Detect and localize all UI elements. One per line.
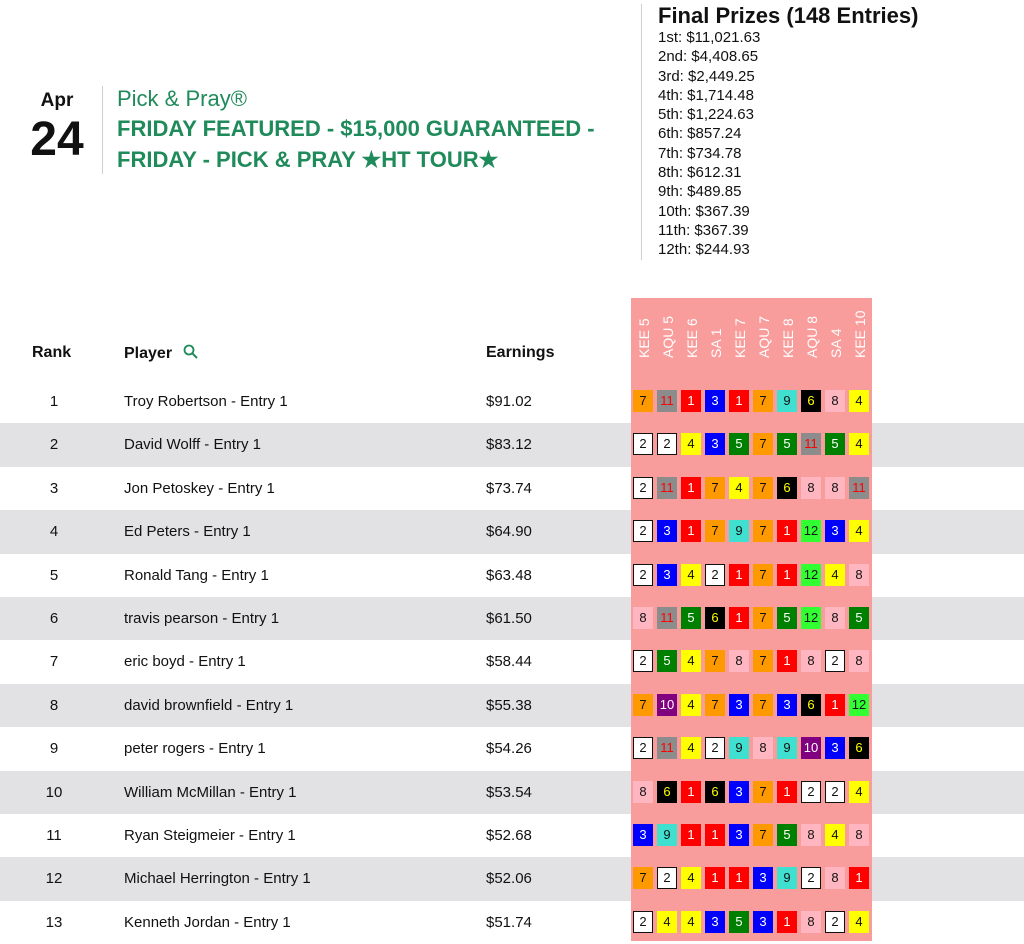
date-month: Apr bbox=[40, 90, 74, 111]
rank-cell: 2 bbox=[49, 436, 59, 454]
pick-badge: 3 bbox=[825, 737, 845, 759]
player-column-header[interactable] bbox=[124, 344, 198, 364]
pick-badge: 7 bbox=[705, 650, 725, 672]
pick-badge: 2 bbox=[633, 433, 653, 455]
player-name-link[interactable]: Kenneth Jordan - Entry 1 bbox=[124, 913, 291, 931]
pick-badge: 4 bbox=[681, 737, 701, 759]
pick-badge: 12 bbox=[801, 564, 821, 586]
pick-badge: 7 bbox=[753, 520, 773, 542]
race-header bbox=[633, 302, 655, 374]
pick-badge: 3 bbox=[705, 433, 725, 455]
player-name-link[interactable]: david brownfield - Entry 1 bbox=[124, 696, 294, 714]
pick-badge: 2 bbox=[801, 867, 821, 889]
pick-badge: 1 bbox=[681, 477, 701, 499]
pick-badge: 12 bbox=[801, 520, 821, 542]
prize-item: 3rd: $2,449.25 bbox=[658, 67, 755, 85]
pick-badge: 2 bbox=[705, 564, 725, 586]
pick-badge: 4 bbox=[849, 911, 869, 933]
race-header-label: KEE 6 bbox=[684, 318, 700, 358]
prize-item: 6th: $857.24 bbox=[658, 125, 742, 143]
race-header-label: AQU 7 bbox=[756, 315, 772, 358]
prize-item: 1st: $11,021.63 bbox=[658, 29, 761, 46]
race-header-label: SA 4 bbox=[828, 328, 844, 358]
earnings-cell: $91.02 bbox=[486, 393, 532, 410]
pick-badge: 3 bbox=[729, 781, 749, 803]
pick-badge: 9 bbox=[729, 737, 749, 759]
race-header-label: KEE 7 bbox=[732, 318, 748, 358]
pick-badge: 5 bbox=[777, 433, 797, 455]
prizes-title: Final Prizes (148 Entries) bbox=[658, 3, 919, 28]
earnings-cell: $58.44 bbox=[486, 653, 532, 671]
pick-badge: 11 bbox=[657, 737, 677, 759]
pick-badge: 12 bbox=[801, 607, 821, 629]
race-header bbox=[705, 302, 727, 374]
earnings-cell: $51.74 bbox=[486, 913, 532, 931]
pick-badge: 7 bbox=[705, 694, 725, 716]
pick-badge: 6 bbox=[657, 781, 677, 803]
pick-badge: 1 bbox=[705, 824, 725, 846]
pick-badge: 1 bbox=[777, 911, 797, 933]
pick-badge: 8 bbox=[825, 607, 845, 629]
rank-cell: 12 bbox=[45, 870, 63, 888]
pick-badge: 4 bbox=[729, 477, 749, 499]
pick-badge: 5 bbox=[657, 650, 677, 672]
pick-badge: 9 bbox=[729, 520, 749, 542]
pick-badge: 5 bbox=[849, 607, 869, 629]
pick-badge: 3 bbox=[729, 824, 749, 846]
pick-badge: 8 bbox=[633, 781, 653, 803]
race-header-label: AQU 5 bbox=[660, 315, 676, 358]
pick-badge: 4 bbox=[825, 824, 845, 846]
pick-badge: 11 bbox=[657, 477, 677, 499]
race-header bbox=[681, 302, 703, 374]
prize-item: 7th: $734.78 bbox=[658, 144, 742, 162]
pick-badge: 5 bbox=[729, 911, 749, 933]
earnings-cell: $61.50 bbox=[486, 610, 532, 627]
pick-badge: 7 bbox=[753, 607, 773, 629]
pick-badge: 8 bbox=[729, 650, 749, 672]
player-name-link[interactable]: Ed Peters - Entry 1 bbox=[124, 523, 251, 541]
pick-badge: 2 bbox=[633, 564, 653, 586]
player-name-link[interactable]: travis pearson - Entry 1 bbox=[124, 610, 280, 627]
player-name-link[interactable]: Ronald Tang - Entry 1 bbox=[124, 566, 269, 584]
pick-badge: 3 bbox=[633, 824, 653, 846]
prizes-list bbox=[658, 28, 760, 260]
race-header-label: SA 1 bbox=[708, 328, 724, 358]
pick-badge: 1 bbox=[729, 390, 749, 412]
pick-badge: 1 bbox=[729, 607, 749, 629]
pick-badge: 9 bbox=[657, 824, 677, 846]
earnings-cell: $83.12 bbox=[486, 436, 532, 454]
pick-badge: 2 bbox=[825, 781, 845, 803]
pick-badge: 5 bbox=[825, 433, 845, 455]
pick-badge: 8 bbox=[801, 911, 821, 933]
pick-badge: 7 bbox=[753, 390, 773, 412]
pick-badge: 7 bbox=[753, 781, 773, 803]
earnings-cell: $63.48 bbox=[486, 566, 532, 584]
pick-badge: 4 bbox=[849, 433, 869, 455]
pick-badge: 4 bbox=[681, 911, 701, 933]
pick-badge: 7 bbox=[753, 433, 773, 455]
pick-badge: 8 bbox=[825, 477, 845, 499]
player-name-link[interactable]: eric boyd - Entry 1 bbox=[124, 653, 246, 671]
pick-badge: 7 bbox=[705, 477, 725, 499]
pick-badge: 1 bbox=[681, 520, 701, 542]
race-header bbox=[849, 302, 871, 374]
race-header-label: AQU 8 bbox=[804, 315, 820, 358]
rank-cell: 6 bbox=[49, 610, 59, 627]
pick-badge: 2 bbox=[633, 737, 653, 759]
player-name-link[interactable]: peter rogers - Entry 1 bbox=[124, 740, 266, 758]
contest-title: FRIDAY FEATURED - $15,000 GUARANTEED - FRIDAY - PICK & PRAY ★HT TOUR★ bbox=[117, 116, 595, 172]
pick-badge: 2 bbox=[705, 737, 725, 759]
pick-badge: 3 bbox=[777, 694, 797, 716]
pick-badge: 8 bbox=[825, 867, 845, 889]
pick-badge: 3 bbox=[657, 564, 677, 586]
pick-badge: 1 bbox=[729, 564, 749, 586]
pick-badge: 12 bbox=[849, 694, 869, 716]
pick-badge: 1 bbox=[681, 781, 701, 803]
pick-badge: 5 bbox=[681, 607, 701, 629]
pick-badge: 7 bbox=[753, 824, 773, 846]
pick-badge: 1 bbox=[705, 867, 725, 889]
pick-badge: 3 bbox=[753, 911, 773, 933]
rank-cell: 13 bbox=[45, 913, 63, 931]
game-name: Pick & Pray® bbox=[117, 86, 247, 111]
pick-badge: 8 bbox=[849, 564, 869, 586]
rank-cell: 7 bbox=[49, 653, 59, 671]
race-header bbox=[753, 302, 775, 374]
pick-badge: 5 bbox=[729, 433, 749, 455]
pick-badge: 7 bbox=[633, 867, 653, 889]
pick-badge: 3 bbox=[705, 911, 725, 933]
prize-item: 12th: $244.93 bbox=[658, 241, 750, 259]
pick-badge: 4 bbox=[681, 650, 701, 672]
pick-badge: 2 bbox=[633, 520, 653, 542]
player-name-link[interactable]: Ryan Steigmeier - Entry 1 bbox=[124, 827, 296, 844]
pick-badge: 4 bbox=[681, 564, 701, 586]
pick-badge: 4 bbox=[825, 564, 845, 586]
player-column-label: Player bbox=[124, 345, 173, 363]
pick-badge: 6 bbox=[777, 477, 797, 499]
pick-badge: 2 bbox=[657, 867, 677, 889]
pick-badge: 4 bbox=[681, 433, 701, 455]
pick-badge: 8 bbox=[801, 650, 821, 672]
pick-badge: 7 bbox=[753, 650, 773, 672]
pick-badge: 6 bbox=[801, 694, 821, 716]
pick-badge: 1 bbox=[849, 867, 869, 889]
pick-badge: 2 bbox=[633, 650, 653, 672]
player-name-link[interactable]: David Wolff - Entry 1 bbox=[124, 436, 261, 454]
rank-cell: 9 bbox=[49, 740, 59, 758]
pick-badge: 11 bbox=[801, 433, 821, 455]
pick-badge: 9 bbox=[777, 390, 797, 412]
pick-badge: 8 bbox=[825, 390, 845, 412]
pick-badge: 3 bbox=[753, 867, 773, 889]
player-name-link[interactable]: Michael Herrington - Entry 1 bbox=[124, 870, 311, 888]
player-name-link[interactable]: William McMillan - Entry 1 bbox=[124, 783, 297, 801]
pick-badge: 6 bbox=[801, 390, 821, 412]
pick-badge: 4 bbox=[681, 867, 701, 889]
pick-badge: 8 bbox=[801, 477, 821, 499]
search-icon[interactable] bbox=[183, 344, 198, 364]
pick-badge: 7 bbox=[753, 694, 773, 716]
rank-cell: 1 bbox=[49, 393, 59, 410]
pick-badge: 2 bbox=[825, 911, 845, 933]
earnings-cell: $54.26 bbox=[486, 740, 532, 758]
pick-badge: 4 bbox=[657, 911, 677, 933]
pick-badge: 8 bbox=[633, 607, 653, 629]
pick-badge: 3 bbox=[825, 520, 845, 542]
earnings-cell: $53.54 bbox=[486, 783, 532, 801]
player-name-link[interactable]: Jon Petoskey - Entry 1 bbox=[124, 479, 275, 497]
pick-badge: 7 bbox=[633, 694, 653, 716]
rank-cell: 5 bbox=[49, 566, 59, 584]
pick-badge: 11 bbox=[657, 607, 677, 629]
prize-item: 4th: $1,714.48 bbox=[658, 86, 754, 104]
pick-badge: 11 bbox=[657, 390, 677, 412]
pick-badge: 2 bbox=[825, 650, 845, 672]
pick-badge: 4 bbox=[681, 694, 701, 716]
prize-item: 5th: $1,224.63 bbox=[658, 106, 754, 124]
pick-badge: 1 bbox=[777, 520, 797, 542]
rank-cell: 3 bbox=[49, 479, 59, 497]
pick-badge: 6 bbox=[705, 607, 725, 629]
prizes-divider bbox=[641, 4, 642, 260]
race-header bbox=[657, 302, 679, 374]
prize-item: 10th: $367.39 bbox=[658, 202, 750, 220]
prize-item: 11th: $367.39 bbox=[658, 221, 749, 239]
rank-cell: 11 bbox=[46, 827, 62, 844]
prize-item: 8th: $612.31 bbox=[658, 164, 742, 182]
pick-badge: 8 bbox=[801, 824, 821, 846]
pick-badge: 4 bbox=[849, 520, 869, 542]
pick-badge: 7 bbox=[753, 564, 773, 586]
pick-badge: 2 bbox=[633, 477, 653, 499]
earnings-cell: $73.74 bbox=[486, 479, 532, 497]
pick-badge: 1 bbox=[681, 824, 701, 846]
pick-badge: 3 bbox=[657, 520, 677, 542]
race-header bbox=[801, 302, 823, 374]
race-header-label: KEE 8 bbox=[780, 318, 796, 358]
header-divider bbox=[102, 86, 103, 174]
pick-badge: 2 bbox=[801, 781, 821, 803]
pick-badge: 1 bbox=[825, 694, 845, 716]
earnings-cell: $52.68 bbox=[486, 827, 532, 844]
pick-badge: 11 bbox=[849, 477, 869, 499]
pick-badge: 4 bbox=[849, 781, 869, 803]
rank-cell: 10 bbox=[45, 783, 63, 801]
rank-column-header[interactable]: Rank bbox=[32, 344, 72, 361]
rank-cell: 4 bbox=[49, 523, 59, 541]
pick-badge: 1 bbox=[777, 781, 797, 803]
pick-badge: 10 bbox=[657, 694, 677, 716]
pick-badge: 2 bbox=[657, 433, 677, 455]
earnings-cell: $64.90 bbox=[486, 523, 532, 541]
pick-badge: 2 bbox=[633, 911, 653, 933]
earnings-cell: $52.06 bbox=[486, 870, 532, 888]
pick-badge: 8 bbox=[849, 650, 869, 672]
pick-badge: 6 bbox=[849, 737, 869, 759]
pick-badge: 4 bbox=[849, 390, 869, 412]
pick-badge: 7 bbox=[753, 477, 773, 499]
pick-badge: 1 bbox=[777, 650, 797, 672]
player-name-link[interactable]: Troy Robertson - Entry 1 bbox=[124, 393, 288, 410]
pick-badge: 1 bbox=[777, 564, 797, 586]
race-header bbox=[729, 302, 751, 374]
rank-cell: 8 bbox=[49, 696, 59, 714]
pick-badge: 8 bbox=[849, 824, 869, 846]
race-header-label: KEE 5 bbox=[636, 318, 652, 358]
pick-badge: 3 bbox=[729, 694, 749, 716]
race-header bbox=[825, 302, 847, 374]
pick-badge: 6 bbox=[705, 781, 725, 803]
earnings-column-header[interactable]: Earnings bbox=[486, 344, 555, 361]
pick-badge: 8 bbox=[753, 737, 773, 759]
prize-item: 2nd: $4,408.65 bbox=[658, 48, 759, 66]
prize-item: 9th: $489.85 bbox=[658, 183, 742, 201]
pick-badge: 5 bbox=[777, 824, 797, 846]
pick-badge: 7 bbox=[633, 390, 653, 412]
pick-badge: 5 bbox=[777, 607, 797, 629]
date-day: 24 bbox=[30, 113, 84, 166]
pick-badge: 7 bbox=[705, 520, 725, 542]
pick-badge: 1 bbox=[729, 867, 749, 889]
pick-badge: 10 bbox=[801, 737, 821, 759]
race-header bbox=[777, 302, 799, 374]
pick-badge: 9 bbox=[777, 737, 797, 759]
pick-badge: 9 bbox=[777, 867, 797, 889]
pick-badge: 3 bbox=[705, 390, 725, 412]
pick-badge: 1 bbox=[681, 390, 701, 412]
earnings-cell: $55.38 bbox=[486, 696, 532, 714]
race-header-label: KEE 10 bbox=[852, 310, 868, 358]
